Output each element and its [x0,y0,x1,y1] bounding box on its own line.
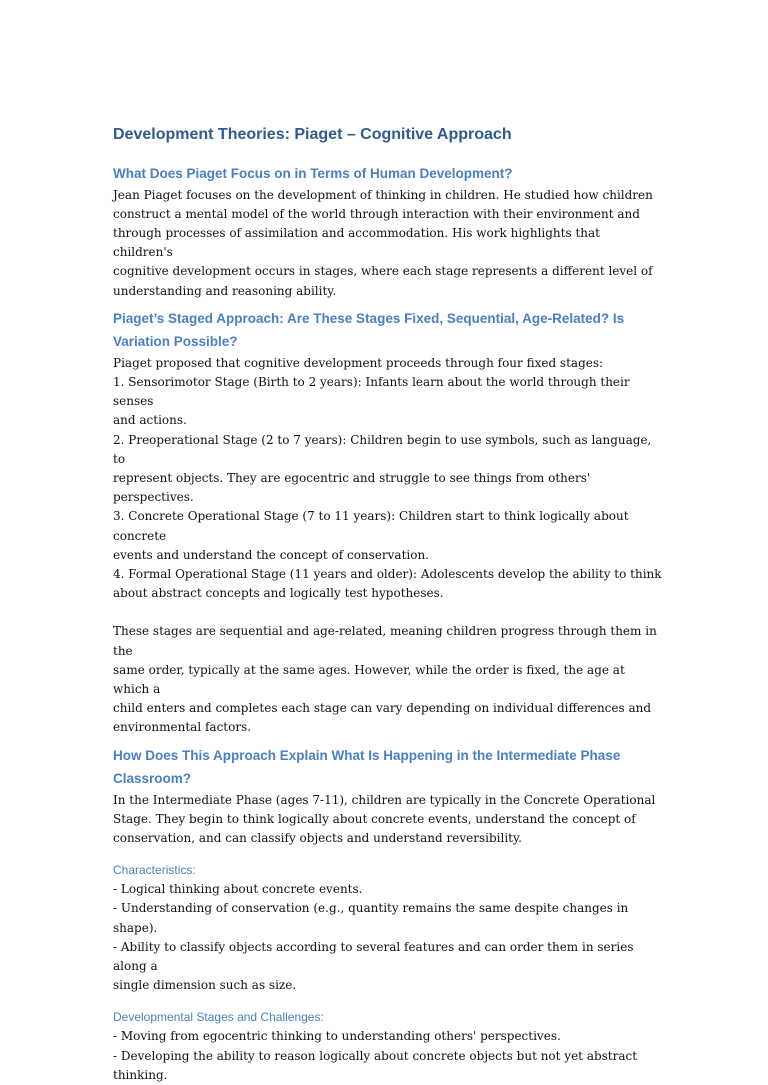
text-line: represent objects. They are egocentric and struggle to see things from others' perspectives. [113,470,591,505]
list-challenges [113,1027,663,1085]
section-heading-staged [113,307,663,354]
section-heading-focus: What Does Piaget Focus on in Terms of Human Development? [113,166,513,181]
text-line: 4. Formal Operational Stage (11 years and older): Adolescents develop the ability to think [113,566,662,581]
subheading-characteristics: Characteristics: [113,863,196,878]
paragraph-stages-variation [113,622,663,737]
list-item: - Developing the ability to reason logically about concrete objects but not yet abstract [113,1048,638,1063]
text-line: environmental factors. [113,720,252,735]
heading-line: Classroom? [113,771,192,787]
text-line: 1. Sensorimotor Stage (Birth to 2 years): Infants learn about the world through their senses [113,374,630,409]
list-item: - Understanding of conservation (e.g., quantity remains the same despite changes in shape). [113,901,629,935]
text-line: conservation, and can classify objects and understand reversibility. [113,830,522,845]
text-line: Jean Piaget focuses on the development of thinking in children. He studied how children [113,187,653,202]
list-item: - Ability to classify objects according to several features and can order them in series along a [113,939,634,973]
text-line: cognitive development occurs in stages, where each stage represents a different level of [113,264,653,279]
heading-line: Variation Possible? [113,334,238,350]
text-line: 2. Preoperational Stage (2 to 7 years): Children begin to use symbols, such as language, to [113,432,652,466]
text-line: through processes of assimilation and accommodation. His work highlights that children's [113,225,600,260]
text-line: about abstract concepts and logically test hypotheses. [113,586,444,601]
text-line: and actions. [113,413,187,428]
document-title: Development Theories: Piaget – Cognitive Approach [113,126,512,143]
text-line: These stages are sequential and age-related, meaning children progress through them in the [113,624,657,658]
section-heading-intermediate [113,744,663,791]
list-item: - Logical thinking about concrete events. [113,882,363,897]
text-line: Piaget proposed that cognitive development proceeds through four fixed stages: [113,355,604,370]
text-line: child enters and completes each stage can vary depending on individual differences and [113,701,652,716]
list-item: thinking. [113,1067,168,1082]
text-line: In the Intermediate Phase (ages 7-11), children are typically in the Concrete Operational [113,792,656,807]
text-line: events and understand the concept of conservation. [113,547,430,562]
heading-line: How Does This Approach Explain What Is Happening in the Intermediate Phase [113,747,621,763]
list-characteristics [113,880,663,995]
text-line: understanding and reasoning ability. [113,283,337,298]
paragraph-stages-list [113,354,663,604]
paragraph-intermediate [113,791,663,849]
paragraph-focus [113,186,663,301]
list-item: - Moving from egocentric thinking to understanding others' perspectives. [113,1029,561,1044]
heading-line: Piaget’s Staged Approach: Are These Stages Fixed, Sequential, Age-Related? Is [113,310,625,326]
text-line: 3. Concrete Operational Stage (7 to 11 years): Children start to think logically about concrete [113,509,629,543]
text-line: construct a mental model of the world through interaction with their environment and [113,206,640,221]
document-page [113,122,663,1085]
list-item: single dimension such as size. [113,978,297,993]
text-line: Stage. They begin to think logically about concrete events, understand the concept of [113,811,636,826]
subheading-challenges: Developmental Stages and Challenges: [113,1010,324,1025]
text-line: same order, typically at the same ages. However, while the order is fixed, the age at which a [113,662,625,696]
